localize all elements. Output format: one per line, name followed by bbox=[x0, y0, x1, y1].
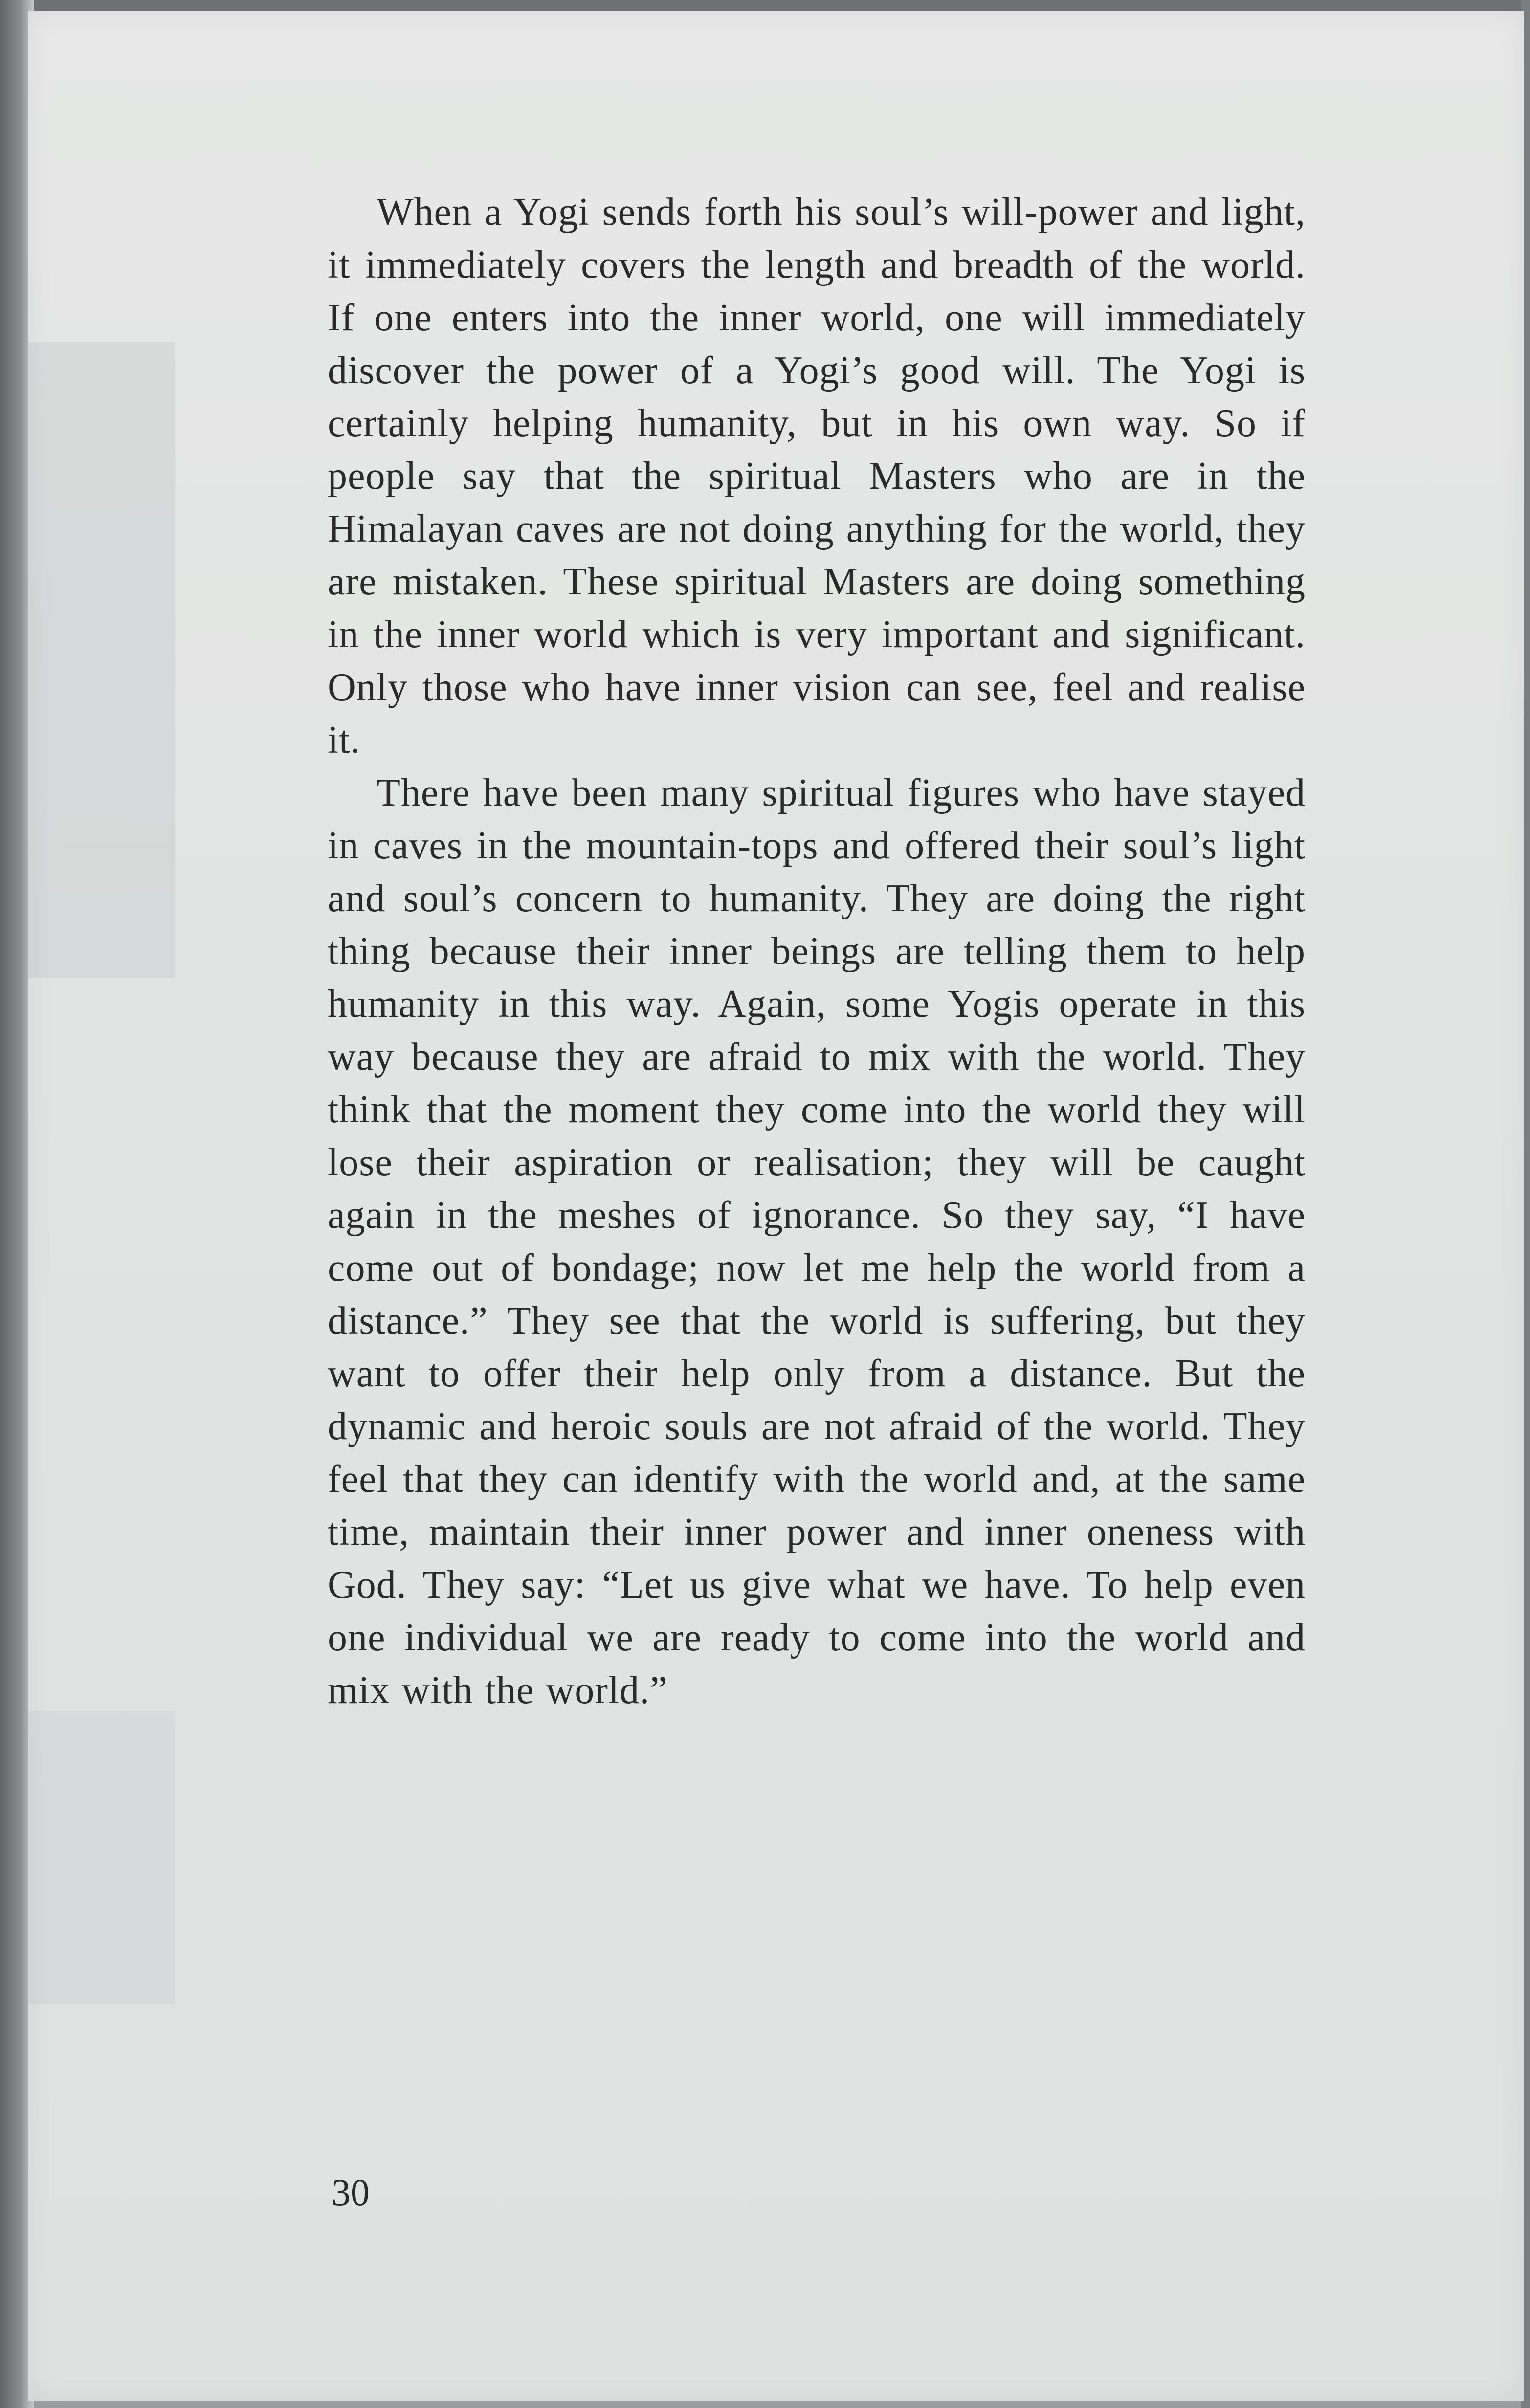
page-number: 30 bbox=[332, 2171, 370, 2213]
paragraph: When a Yogi sends forth his soul’s will-power and light, it immediately covers the length and breadth of the world. If one enters into the inner world, one will immediately discover the power of a Yogi’s good will. The Yogi is certainly helping humanity, but in his own way. So if people say that the spiritual Masters who are in the Himalayan caves are not doing anything for the world, they are mistaken. These spiritual Masters are doing something in the inner world which is very important and significant. Only those who have inner vision can see, feel and realise it. bbox=[328, 191, 1306, 762]
paragraph: There have been many spiritual figures who have stayed in caves in the mountain-tops and offered their soul’s light and soul’s concern to humanity. They are doing the right thing because their inner beings are telling them to help humanity in this way. Again, some Yogis operate in this way because they are afraid to mix with the world. They think that the moment they come into the world they will lose their aspiration or realisation; they will be caught again in the meshes of ignorance. So they say, “I have come out of bondage; now let me help the world from a distance.” They see that the world is suffering, but they want to offer their help only from a distance. But the dynamic and heroic souls are not afraid of the world. They feel that they can identify with the world and, at the same time, maintain their inner power and inner oneness with God. They say: “Let us give what we have. To help even one individual we are ready to come into the world and mix with the world.” bbox=[328, 771, 1306, 1712]
scan-shadow-lower bbox=[28, 1711, 175, 2004]
scan-shadow-upper bbox=[28, 342, 175, 978]
body-text bbox=[328, 186, 1306, 1717]
